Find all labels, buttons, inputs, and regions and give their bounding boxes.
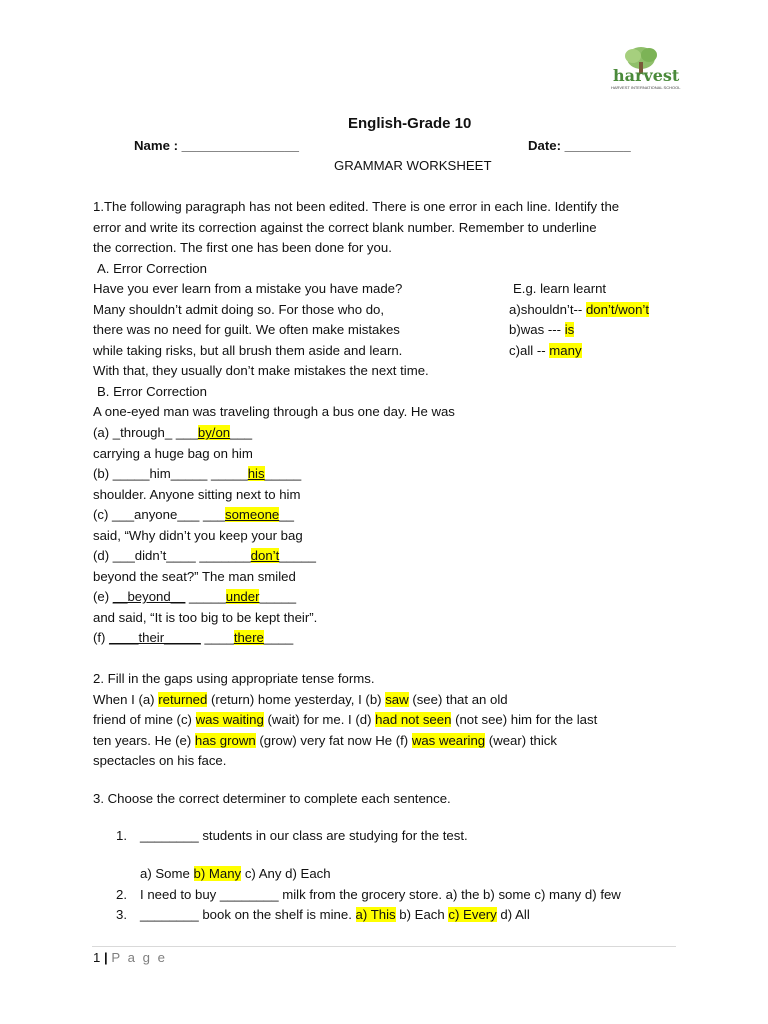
logo-text: harvest <box>613 66 680 85</box>
list-item-number: 1. <box>116 828 127 843</box>
highlighted-answer: had not seen <box>375 712 452 727</box>
list-item: I need to buy ________ milk from the grocery store. a) the b) some c) many d) few <box>140 887 621 902</box>
highlighted-answer: was wearing <box>411 733 486 748</box>
q2-title: 2. Fill in the gaps using appropriate tense forms. <box>93 671 375 686</box>
footer-divider <box>92 946 676 947</box>
highlighted-answer: saw <box>385 692 409 707</box>
paragraph-line: Many shouldn’t admit doing so. For those who do, <box>93 302 385 317</box>
worksheet-title: GRAMMAR WORKSHEET <box>334 158 492 173</box>
q2-line: spectacles on his face. <box>93 753 227 768</box>
list-item: ________ book on the shelf is mine. a) This b) Each c) Every d) All <box>140 907 530 922</box>
paragraph-line: there was no need for guilt. We often make mistakes <box>93 322 400 337</box>
q1-instruction-line: the correction. The first one has been done for you. <box>93 240 392 255</box>
paragraph-line: With that, they usually don’t make mistakes the next time. <box>93 363 429 378</box>
paragraph-line: and said, “It is too big to be kept their”. <box>93 610 318 625</box>
blank-answer-row: (d) ___didn’t____ _______don’t_____ <box>93 548 316 563</box>
blank-answer-row: (a) _through_ ___by/on___ <box>93 425 253 440</box>
section-a-heading: A. Error Correction <box>97 261 207 276</box>
highlighted-answer: a) This <box>355 907 396 922</box>
list-item-number: 2. <box>116 887 127 902</box>
highlighted-answer: don’t/won’t <box>585 302 650 317</box>
highlighted-answer: by/on <box>197 425 231 440</box>
name-field-label: Name : ________________ <box>134 138 299 153</box>
q2-line: When I (a) returned (return) home yesterday, I (b) saw (see) that an old <box>93 692 508 707</box>
q1-instruction-line: error and write its correction against the correct blank number. Remember to underline <box>93 220 597 235</box>
highlighted-answer: is <box>564 322 575 337</box>
options-row: a) Some b) Many c) Any d) Each <box>140 866 331 881</box>
highlighted-answer: was waiting <box>195 712 264 727</box>
highlighted-answer: under <box>225 589 260 604</box>
highlighted-answer: there <box>233 630 264 645</box>
logo-subtext: HARVEST INTERNATIONAL SCHOOL <box>611 85 681 90</box>
answer-a: a)shouldn’t-- don’t/won’t <box>509 302 650 317</box>
paragraph-line: while taking risks, but all brush them aside and learn. <box>93 343 403 358</box>
school-logo <box>607 44 681 94</box>
q2-line: friend of mine (c) was waiting (wait) for me. I (d) had not seen (not see) him for the last <box>93 712 598 727</box>
highlighted-answer: someone <box>225 507 280 522</box>
highlighted-answer: many <box>549 343 582 358</box>
blank-answer-row: (c) ___anyone___ ___someone__ <box>93 507 294 522</box>
page-label: P a g e <box>111 950 167 965</box>
highlighted-answer: b) Many <box>193 866 242 881</box>
section-b-heading: B. Error Correction <box>97 384 207 399</box>
blank-answer-row: (b) _____him_____ _____his_____ <box>93 466 302 481</box>
paragraph-line: beyond the seat?” The man smiled <box>93 569 296 584</box>
paragraph-line: A one-eyed man was traveling through a bus one day. He was <box>93 404 455 419</box>
example-answer: E.g. learn learnt <box>513 281 607 296</box>
highlighted-answer: returned <box>158 692 208 707</box>
date-field-label: Date: _________ <box>528 138 631 153</box>
q1-instruction-line: 1.The following paragraph has not been edited. There is one error in each line. Identify the <box>93 199 620 214</box>
answer-b: b)was --- is <box>509 322 575 337</box>
highlighted-answer: c) Every <box>448 907 497 922</box>
page-title: English-Grade 10 <box>348 115 472 132</box>
q2-line: ten years. He (e) has grown (grow) very fat now He (f) was wearing (wear) thick <box>93 733 557 748</box>
blank-answer-row: (f) ____their_____ ____there____ <box>93 630 294 645</box>
q3-title: 3. Choose the correct determiner to complete each sentence. <box>93 791 451 806</box>
highlighted-answer: his <box>247 466 265 481</box>
page-number: 1 <box>93 950 101 965</box>
answer-c: c)all -- many <box>509 343 582 358</box>
highlighted-answer: has grown <box>194 733 256 748</box>
highlighted-answer: don’t <box>250 548 280 563</box>
paragraph-line: shoulder. Anyone sitting next to him <box>93 487 301 502</box>
paragraph-line: said, “Why didn’t you keep your bag <box>93 528 303 543</box>
blank-answer-row: (e) __beyond__ _____under_____ <box>93 589 297 604</box>
page-footer: 1 | P a g e <box>93 950 167 965</box>
list-item-number: 3. <box>116 907 127 922</box>
list-item: ________ students in our class are studying for the test. <box>140 828 468 843</box>
paragraph-line: carrying a huge bag on him <box>93 446 253 461</box>
paragraph-line: Have you ever learn from a mistake you have made? <box>93 281 403 296</box>
